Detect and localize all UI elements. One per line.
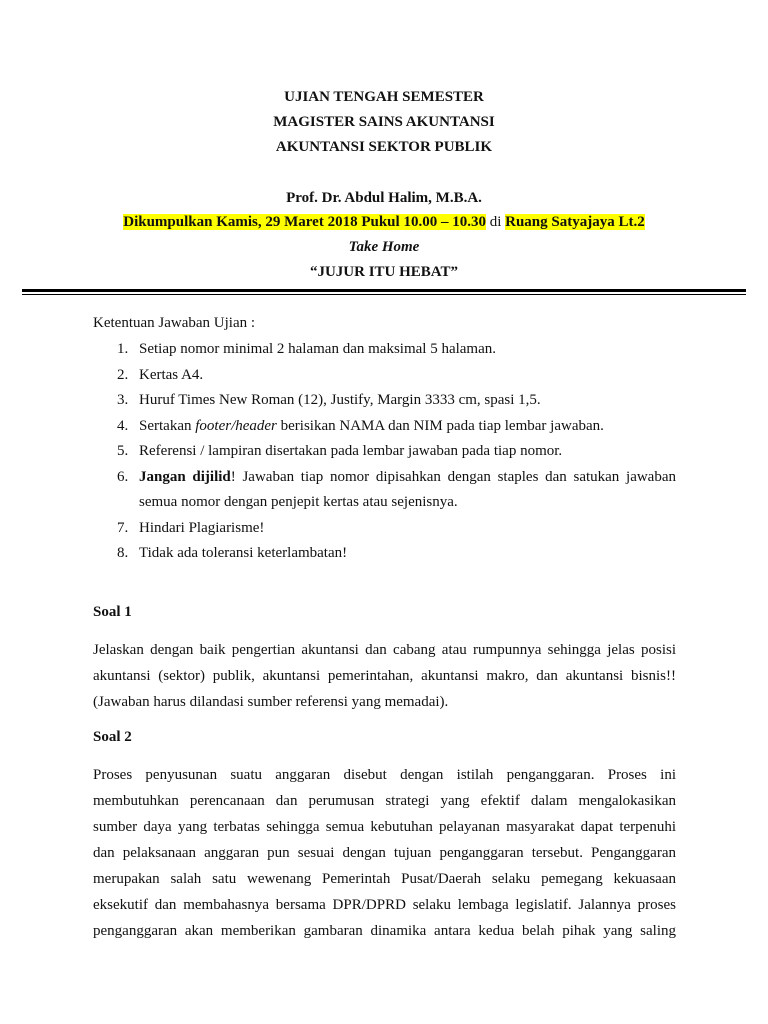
list-number: 4.: [117, 417, 129, 434]
list-number: 7.: [117, 519, 129, 536]
list-text: Tidak ada toleransi keterlambatan!: [139, 545, 348, 561]
paragraph-line: penganggaran akan memberikan gambaran dinamika antara kedua belah pihak yang saling: [93, 923, 676, 939]
soal1-heading: Soal 1: [93, 604, 132, 620]
list-item: [93, 516, 676, 542]
list-text: [139, 465, 676, 516]
list-item: [93, 337, 676, 363]
list-text: Referensi / lampiran disertakan pada lembar jawaban pada tiap nomor.: [139, 443, 563, 459]
list-item: [93, 388, 676, 414]
list-text-part: Sertakan: [139, 417, 196, 434]
list-number: 1.: [117, 341, 129, 357]
soal2-paragraph: [93, 762, 676, 944]
list-text: [139, 414, 676, 440]
deadline-datetime: Dikumpulkan Kamis, 29 Maret 2018 Pukul 10.00 – 10.30: [123, 214, 486, 230]
list-text: Kertas A4.: [139, 366, 204, 383]
motto: “JUJUR ITU HEBAT”: [309, 264, 459, 280]
list-number: 6.: [117, 468, 129, 485]
list-item: [93, 414, 676, 440]
deadline-di: di: [485, 214, 506, 230]
list-text-part: ! Jawaban tiap nomor dipisahkan dengan staples dan satukan jawaban: [230, 468, 676, 485]
soal1-paragraph: [93, 637, 676, 715]
list-item: [93, 363, 676, 389]
course-title: AKUNTANSI SEKTOR PUBLIK: [275, 139, 493, 155]
paragraph-line: merupakan salah satu wewenang Pemerintah Pusat/Daerah selaku pemegang kekuasaan: [93, 871, 676, 887]
list-item: [93, 541, 676, 567]
paragraph-line: dan pelaksanaan anggaran pun sesuai dengan tujuan penganggaran tersebut. Penganggaran: [93, 845, 676, 861]
list-text-italic: footer/header: [195, 417, 277, 434]
paragraph-line: sumber daya yang terbatas sehingga semua kebutuhan pelayanan masyarakat dapat terpenuhi: [93, 819, 676, 835]
list-text-part: berisikan NAMA dan NIM pada tiap lembar jawaban.: [276, 417, 604, 434]
list-text: Huruf Times New Roman (12), Justify, Margin 3333 cm, spasi 1,5.: [139, 392, 541, 408]
program-title: MAGISTER SAINS AKUNTANSI: [273, 114, 495, 130]
rules-heading-text: Ketentuan Jawaban Ujian: [93, 315, 248, 331]
paragraph-line: (Jawaban harus dilandasi sumber referensi yang memadai).: [93, 694, 449, 710]
paragraph-line: membutuhkan perencanaan dan perumusan strategi yang efektif dalam mengalokasikan: [93, 793, 676, 809]
list-text-part: semua nomor dengan penjepit kertas atau sejenisnya.: [139, 494, 458, 510]
paragraph-line: Jelaskan dengan baik pengertian akuntansi dan cabang atau rumpunnya sehingga jelas posisi: [93, 642, 676, 658]
paragraph-line: eksekutif dan membahasnya bersama DPR/DPRD selaku lembaga legislatif. Jalannya proses: [93, 897, 676, 913]
list-number: 8.: [117, 545, 129, 561]
rules-heading-colon: :: [247, 315, 256, 331]
list-text-bold: Jangan dijilid: [139, 468, 231, 485]
header-divider-thick: [22, 289, 746, 292]
deadline-room: Ruang Satyajaya Lt.2: [505, 214, 645, 230]
list-number: 5.: [117, 443, 129, 459]
exam-title: UJIAN TENGAH SEMESTER: [284, 89, 484, 105]
list-number: 3.: [117, 392, 129, 408]
exam-mode: Take Home: [348, 239, 420, 255]
paragraph-line: Proses penyusunan suatu anggaran disebut dengan istilah penganggaran. Proses ini: [93, 767, 676, 783]
header-divider-thin: [22, 294, 746, 295]
paragraph-line: akuntansi (sektor) publik, akuntansi pemerintahan, akuntansi makro, dan akuntansi bisnis!!: [93, 668, 676, 684]
lecturer-name: Prof. Dr. Abdul Halim, M.B.A.: [286, 190, 482, 206]
deadline-line: [0, 212, 768, 232]
soal2-heading: Soal 2: [93, 729, 132, 745]
list-item: [93, 439, 676, 465]
rules-heading: [93, 313, 255, 333]
rules-list: [93, 337, 676, 567]
list-text: Setiap nomor minimal 2 halaman dan maksimal 5 halaman.: [139, 341, 496, 357]
list-number: 2.: [117, 366, 129, 383]
list-item: [93, 465, 676, 516]
list-text: Hindari Plagiarisme!: [139, 519, 265, 536]
